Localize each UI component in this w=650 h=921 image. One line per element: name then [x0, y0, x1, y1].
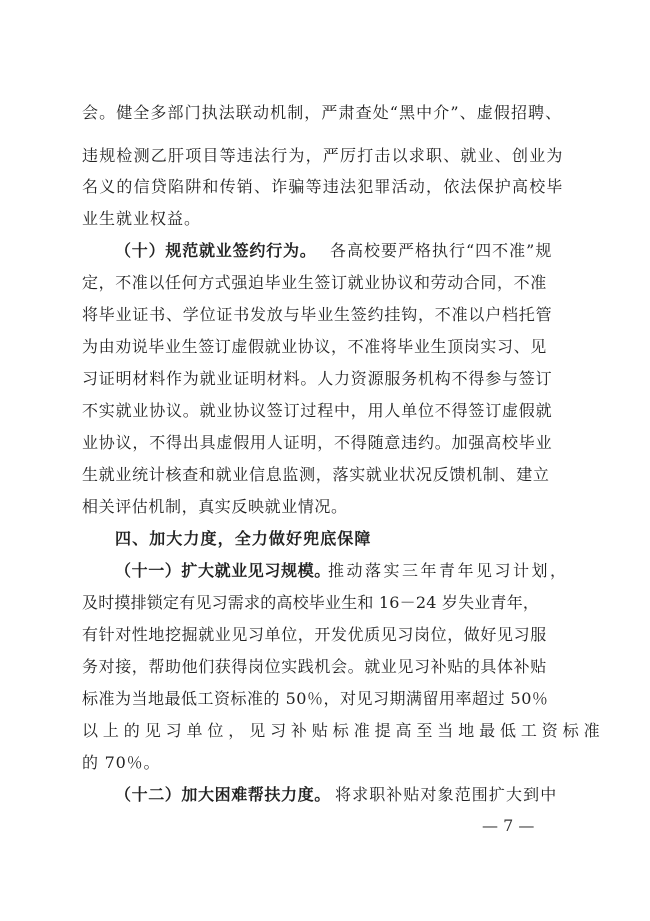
body-line-11: 业协议，不得出具虚假用人证明，不得随意违约。加强高校毕业	[82, 433, 553, 452]
section-11-heading: （十一）扩大就业见习规模。	[115, 561, 331, 580]
body-line-13: 相关评估机制，真实反映就业情况。	[82, 497, 348, 516]
section-10-line-1: 各高校要严格执行“四不准”规	[330, 241, 553, 260]
section-12-heading: （十二）加大困难帮扶力度。	[115, 785, 331, 804]
body-line-18: 有针对性地挖掘就业见习单位，开发优质见习岗位，做好见习服	[82, 625, 547, 644]
body-line-19: 务对接，帮助他们获得岗位实践机会。就业见习补贴的具体补贴	[82, 657, 547, 676]
body-line-6: 定，不准以任何方式强迫毕业生签订就业协议和劳动合同，不准	[82, 273, 547, 292]
body-line-8: 为由劝说毕业生签订虚假就业协议，不准将毕业生顶岗实习、见	[82, 337, 547, 356]
body-line-1: 会。健全多部门执法联动机制，严肃查处“黑中介”、虚假招聘、	[82, 103, 563, 122]
body-line-10: 不实就业协议。就业协议签订过程中，用人单位不得签订虚假就	[82, 401, 553, 420]
section-4-heading: 四、加大力度，全力做好兜底保障	[115, 529, 372, 548]
section-10-heading: （十）规范就业签约行为。	[115, 241, 317, 260]
body-line-4: 业生就业权益。	[82, 209, 202, 228]
body-line-17: 及时摸排锁定有见习需求的高校毕业生和 16－24 岁失业青年，	[82, 593, 540, 612]
body-line-7: 将毕业证书、学位证书发放与毕业生签约挂钩，不准以户档托管	[82, 305, 553, 324]
section-12-line-1: 将求职补贴对象范围扩大到中	[335, 785, 558, 804]
body-line-22: 的 70％。	[82, 753, 161, 772]
body-line-2: 违规检测乙肝项目等违法行为，严厉打击以求职、就业、创业为	[82, 146, 564, 165]
page-number: — 7 —	[482, 816, 535, 835]
body-line-12: 生就业统计核查和就业信息监测，落实就业状况反馈机制、建立	[82, 465, 550, 484]
body-line-3: 名义的信贷陷阱和传销、诈骗等违法犯罪活动，依法保护高校毕	[82, 177, 564, 196]
body-line-21: 以上的见习单位，见习补贴标准提高至当地最低工资标准	[82, 721, 605, 740]
body-line-9: 习证明材料作为就业证明材料。人力资源服务机构不得参与签订	[82, 369, 553, 388]
body-line-20: 标准为当地最低工资标准的 50％，对见习期满留用率超过 50％	[82, 689, 549, 708]
section-11-line-1: 推动落实三年青年见习计划，	[328, 561, 569, 580]
